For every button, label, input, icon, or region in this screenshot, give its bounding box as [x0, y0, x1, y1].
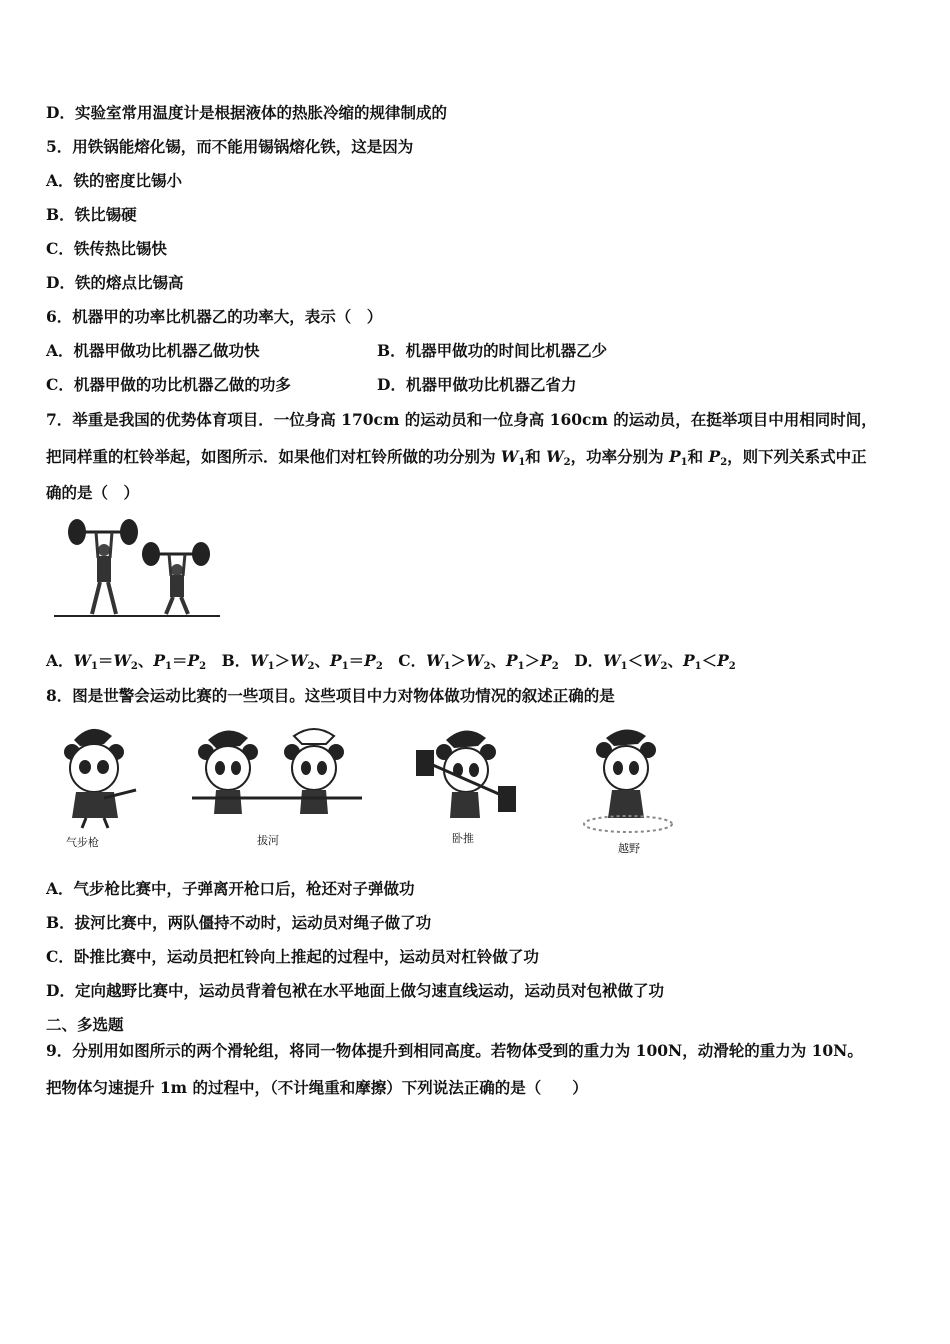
- q6-option-a: A．机器甲做功比机器乙做功快: [46, 341, 260, 360]
- q8-option-b: B．拔河比赛中，两队僵持不动时，运动员对绳子做了功: [46, 913, 432, 932]
- q5-option-d: D．铁的熔点比锡高: [46, 273, 184, 292]
- caption-tug-of-war: 拔河: [257, 834, 279, 847]
- q4-option-d: D．实验室常用温度计是根据液体的热胀冷缩的规律制成的: [46, 103, 447, 122]
- q5-option-c: C．铁传热比锡快: [46, 239, 167, 258]
- bench-press-panda-figure: [412, 722, 522, 830]
- q6-option-b: B．机器甲做功的时间比机器乙少: [377, 341, 608, 360]
- q5-stem: 5．用铁锅能熔化锡，而不能用锡锅熔化铁，这是因为: [46, 137, 414, 156]
- q9-stem-line1: 9．分别用如图所示的两个滑轮组，将同一物体提升到相同高度。若物体受到的重力为 100N，动滑轮的重力为 10N。: [46, 1041, 863, 1060]
- q5-option-a: A．铁的密度比锡小: [46, 171, 183, 190]
- q7-stem-line1: 7．举重是我国的优势体育项目．一位身高 170cm 的运动员和一位身高 160cm 的运动员，在挺举项目中用相同时间，: [46, 410, 877, 429]
- q8-option-a: A．气步枪比赛中，子弹离开枪口后，枪还对子弹做功: [46, 879, 415, 898]
- q5-option-b: B．铁比锡硬: [46, 205, 137, 224]
- q7-stem-line2: 把同样重的杠铃举起，如图所示．如果他们对杠铃所做的功分别为 $W_1$和 $W_2$，功率分别为 $P_1$和 $P_2$，则下列关系式中正: [46, 447, 867, 468]
- q6-option-d: D．机器甲做功比机器乙省力: [377, 375, 577, 394]
- q6-option-c: C．机器甲做的功比机器乙做的功多: [46, 375, 291, 394]
- orienteering-panda-figure: [578, 722, 683, 837]
- caption-orienteering: 越野: [618, 842, 640, 855]
- q9-stem-line2: 把物体匀速提升 1m 的过程中，（不计绳重和摩擦）下列说法正确的是（ ）: [46, 1078, 588, 1097]
- tug-of-war-panda-figure: [190, 722, 365, 832]
- q8-stem: 8．图是世警会运动比赛的一些项目。这些项目中力对物体做功情况的叙述正确的是: [46, 686, 615, 705]
- air-rifle-panda-figure: [52, 718, 162, 853]
- q8-option-c: C．卧推比赛中，运动员把杠铃向上推起的过程中，运动员对杠铃做了功: [46, 947, 539, 966]
- q7-stem-line3: 确的是（ ）: [46, 483, 140, 502]
- weightlifters-figure: [50, 518, 225, 620]
- q8-option-d: D．定向越野比赛中，运动员背着包袱在水平地面上做匀速直线运动，运动员对包袱做了功: [46, 981, 664, 1000]
- caption-air-rifle: 气步枪: [66, 836, 99, 849]
- caption-bench-press: 卧推: [452, 832, 474, 845]
- section-title: 二、多选题: [46, 1015, 124, 1034]
- q6-stem: 6．机器甲的功率比机器乙的功率大，表示（ ）: [46, 307, 383, 326]
- q7-options: A．$W_1=W_2$、$P_1=P_2$ B．$W_1>W_2$、$P_1=P_2$ C．$W_1>W_2$、$P_1>P_2$ D．$W_1<W_2$、$P_1<P_2$: [46, 651, 736, 672]
